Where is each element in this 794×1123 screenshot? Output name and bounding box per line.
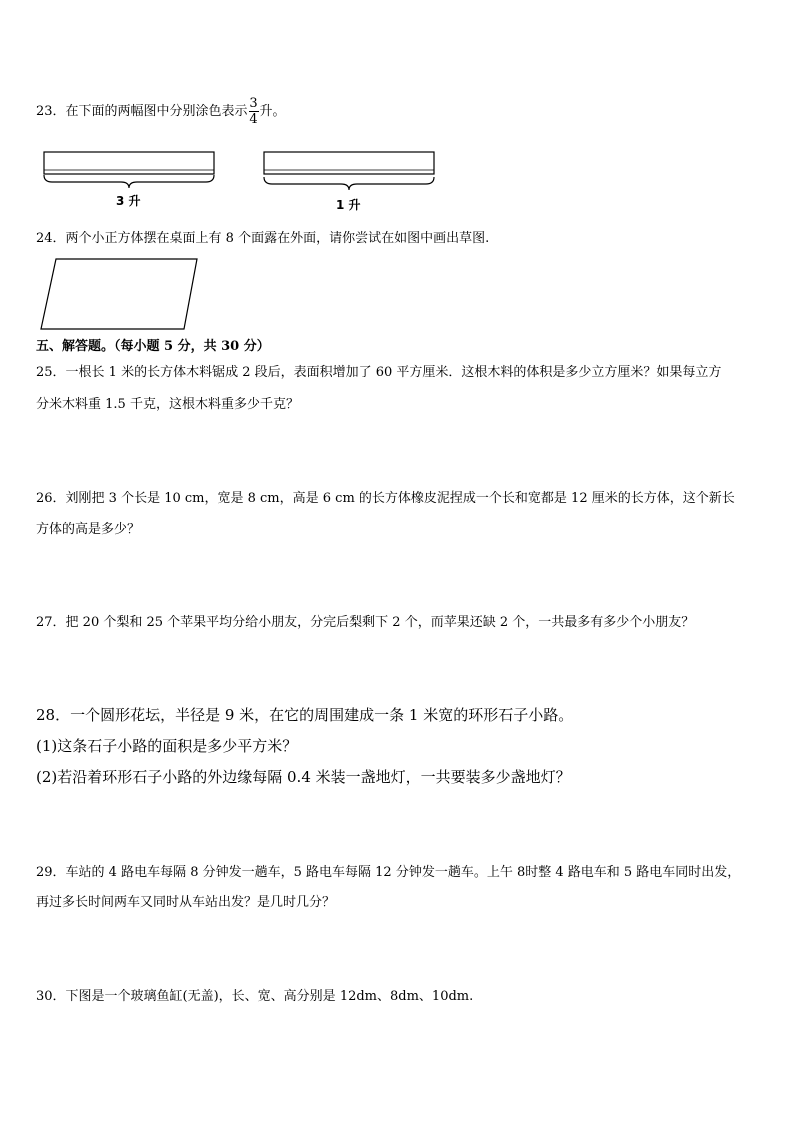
- question-28-sub-1: (1)这条石子小路的面积是多少平方米？: [36, 737, 298, 755]
- question-25-line-1: 25．一根长 1 米的长方体木料锯成 2 段后，表面积增加了 60 平方厘米．这根木料的体积是多少立方厘米？如果每立方: [36, 365, 722, 380]
- fraction-numerator: 3: [249, 96, 258, 111]
- question-27: 27．把 20 个梨和 25 个苹果平均分给小朋友，分完后梨剩下 2 个，而苹果还缺 2 个，一共最多有多少个小朋友？: [36, 615, 695, 630]
- section-5-title: 五、解答题。（每小题 5 分，共 30 分）: [36, 339, 270, 354]
- q23-prefix: 23．在下面的两幅图中分别涂色表示: [36, 104, 248, 119]
- brace-3-liters: [44, 175, 214, 188]
- bar-3-liters: [44, 152, 214, 174]
- bar-1-liter: [264, 152, 434, 174]
- question-26-line-2: 方体的高是多少？: [36, 522, 141, 537]
- question-24: 24．两个小正方体摆在桌面上有 8 个面露在外面，请你尝试在如图中画出草图.: [36, 231, 490, 246]
- question-29-line-2: 再过多长时间两车又同时从车站出发？是几时几分？: [36, 895, 336, 910]
- label-1-liter: 1 升: [336, 198, 361, 212]
- question-30: 30．下图是一个玻璃鱼缸(无盖)，长、宽、高分别是 12dm、8dm、10dm.: [36, 989, 474, 1004]
- label-3-liters: 3 升: [116, 194, 141, 208]
- question-28-line-1: 28．一个圆形花坛，半径是 9 米，在它的周围建成一条 1 米宽的环形石子小路。: [36, 706, 574, 724]
- q23-suffix: 升。: [259, 104, 286, 119]
- question-25-line-2: 分米木料重 1.5 千克，这根木料重多少千克？: [36, 397, 299, 412]
- question-29-line-1: 29．车站的 4 路电车每隔 8 分钟发一趟车，5 路电车每隔 12 分钟发一趟车。上午 8时整 4 路电车和 5 路电车同时出发，: [36, 865, 741, 880]
- question-26-line-1: 26．刘刚把 3 个长是 10 cm，宽是 8 cm，高是 6 cm 的长方体橡皮泥捏成一个长和宽都是 12 厘米的长方体，这个新长: [36, 491, 735, 506]
- question-28-sub-2: (2)若沿着环形石子小路的外边缘每隔 0.4 米装一盏地灯，一共要装多少盏地灯？: [36, 768, 571, 786]
- brace-1-liter: [264, 177, 434, 190]
- q24-parallelogram-table: [41, 259, 197, 329]
- fraction-denominator: 4: [249, 112, 258, 127]
